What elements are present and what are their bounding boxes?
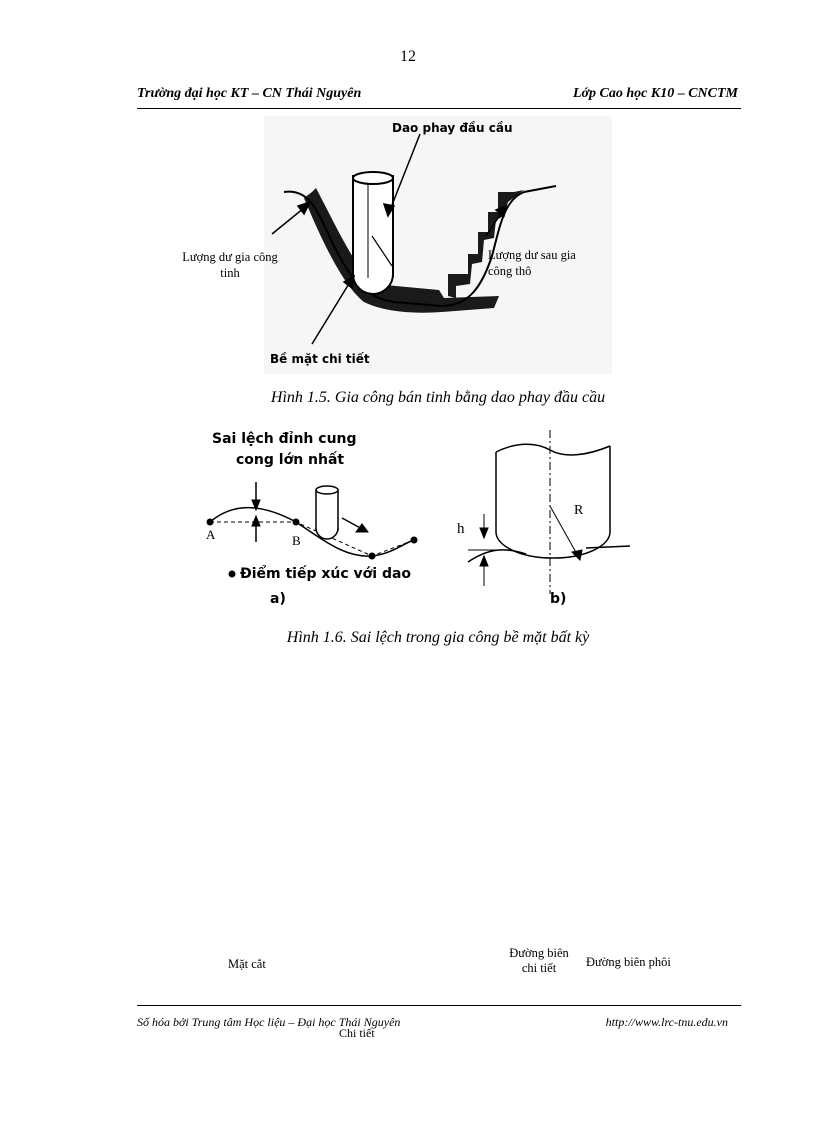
label-point-a: A (206, 527, 216, 542)
label-part-b: b) (550, 591, 567, 607)
deviation-part-a (210, 482, 414, 556)
footer-rule (137, 1005, 741, 1006)
ball-end-mill-diagram (264, 116, 612, 374)
rough-staircase (448, 190, 524, 298)
label-part-boundary: Đường biên chi tiết (509, 946, 569, 975)
label-part-surface: Bề mặt chi tiết (270, 352, 370, 366)
deviation-part-b (468, 430, 630, 594)
label-section: Mặt cắt (228, 957, 266, 971)
label-max-deviation-1: Sai lệch đỉnh cung (212, 431, 357, 447)
label-max-deviation-2: cong lớn nhất (236, 452, 345, 468)
header-right: Lớp Cao học K10 – CNCTM (572, 86, 738, 101)
figure-1-5-caption: Hình 1.5. Gia công bán tinh bằng dao phay đầu cầu (270, 389, 606, 406)
page-number: 12 (400, 48, 416, 65)
figure-1-6-caption: Hình 1.6. Sai lệch trong gia công bề mặt bất kỳ (286, 629, 590, 646)
label-finish-allowance: Lượng dư gia công tinh (182, 250, 278, 280)
figure-1-5-image (264, 116, 612, 374)
label-blank-boundary: Đường biên phôi (586, 955, 671, 969)
label-point-b: B (292, 533, 301, 548)
label-part-a: a) (270, 591, 286, 607)
label-h: h (457, 521, 465, 537)
label-contact-point: Điểm tiếp xúc với dao (240, 566, 412, 582)
label-r: R (574, 503, 584, 518)
deviation-diagram (196, 422, 636, 612)
finished-surface-curve (284, 186, 556, 306)
footer-link[interactable]: http://www.lrc-tnu.edu.vn (605, 1015, 728, 1029)
header-left: Trường đại học KT – CN Thái Nguyên (137, 86, 362, 101)
finish-allowance-band (304, 188, 499, 313)
label-part: Chi tiết (339, 1026, 375, 1040)
ball-end-mill (353, 172, 393, 294)
figure-1-6-image (196, 422, 636, 612)
label-ball-end-mill: Dao phay đầu cầu (392, 121, 513, 135)
footer-left: Số hóa bởi Trung tâm Học liệu – Đại học Thái Nguyên (137, 1015, 401, 1029)
label-rough-allowance: Lượng dư sau gia công thô (488, 248, 576, 278)
header-rule (137, 108, 741, 109)
